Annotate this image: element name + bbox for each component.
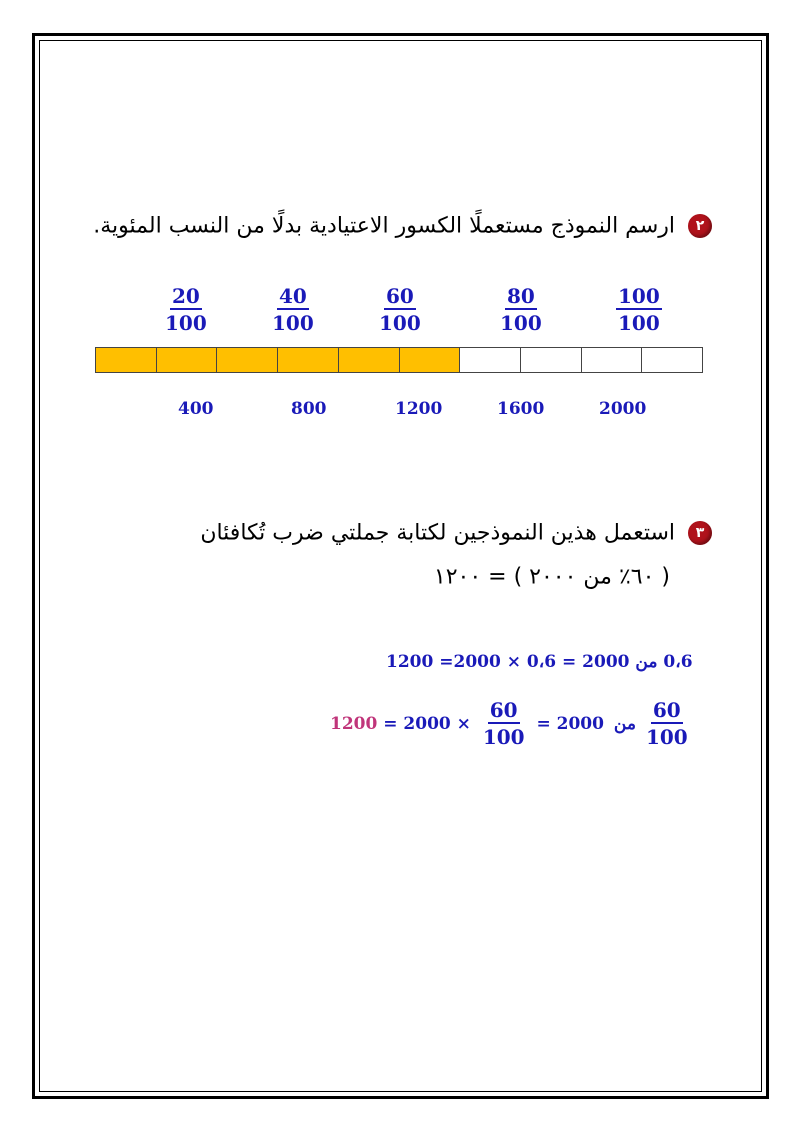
fraction-label: [165, 286, 207, 333]
equation-part: = 2000 ×: [377, 713, 477, 734]
bar-cell-filled: [400, 348, 461, 372]
equation-result: 1200: [330, 713, 378, 734]
bar-cell-filled: [339, 348, 400, 372]
fraction-denominator: 100: [165, 311, 207, 335]
fraction-label: [616, 286, 662, 333]
fraction-denominator: 100: [500, 311, 542, 335]
question-3-expression: [434, 564, 670, 590]
fraction-numerator: 20: [171, 284, 200, 308]
question-3-text: استعمل هذين النموذجين لكتابة جملتي ضرب تُكافئان: [200, 520, 675, 546]
bar-cell-empty: [521, 348, 582, 372]
bar-cell-empty: [582, 348, 643, 372]
fraction-label: [272, 286, 314, 333]
bar-value-label: 800: [291, 399, 327, 419]
bar-model: [95, 347, 703, 373]
equation-word: من: [613, 713, 636, 734]
bar-cell-empty: [642, 348, 702, 372]
equation-part: = 2000: [530, 713, 610, 734]
bar-cell-filled: [96, 348, 157, 372]
fraction-denominator: 100: [645, 725, 688, 749]
question-2-text: ارسم النموذج مستعملًا الكسور الاعتيادية بدلًا من النسب المئوية.: [93, 213, 675, 239]
bar-cell-empty: [460, 348, 521, 372]
question-number-badge: ٢: [688, 214, 712, 238]
fraction-numerator: 60: [385, 284, 414, 308]
bar-value-label: 1600: [497, 399, 545, 419]
fraction-numerator: 60: [652, 698, 681, 722]
equation-decimal: 0،6 من 2000 = 0،6 × 2000= 1200: [386, 652, 693, 672]
bar-cell-filled: [157, 348, 218, 372]
fraction-label: [379, 286, 421, 333]
bar-value-label: 2000: [599, 399, 647, 419]
fraction-denominator: 100: [272, 311, 314, 335]
fraction-numerator: 100: [618, 284, 660, 308]
fraction-denominator: 100: [379, 311, 421, 335]
fraction-label: [646, 700, 688, 747]
fraction-denominator: 100: [482, 725, 525, 749]
equation-fraction: [330, 700, 694, 747]
fraction-denominator: 100: [618, 311, 660, 335]
bar-value-label: 400: [178, 399, 214, 419]
question-3-expression-text: ( ٦٠٪ من ٢٠٠٠ ) = ١٢٠٠: [433, 564, 670, 590]
bar-value-label: 1200: [395, 399, 443, 419]
question-3: [200, 520, 712, 546]
question-number-badge: ٣: [688, 521, 712, 545]
fraction-numerator: 80: [506, 284, 535, 308]
fraction-numerator: 60: [489, 698, 518, 722]
fraction-label: [500, 286, 542, 333]
bar-cell-filled: [217, 348, 278, 372]
fraction-label: [483, 700, 525, 747]
bar-cell-filled: [278, 348, 339, 372]
fraction-numerator: 40: [278, 284, 307, 308]
question-2: [93, 213, 712, 239]
